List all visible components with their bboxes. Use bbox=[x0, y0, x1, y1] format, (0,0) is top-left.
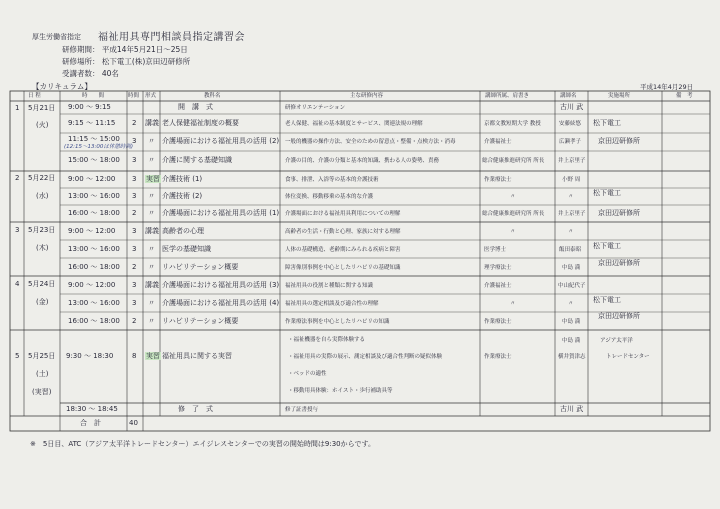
row-form: 講義 bbox=[145, 227, 159, 235]
row-affiliation: 作業療法士 bbox=[484, 319, 512, 325]
col-header-date: 日 程 bbox=[28, 93, 41, 99]
day-extra: (実習) bbox=[32, 388, 52, 396]
day-date: 5月24日 bbox=[28, 280, 56, 288]
row-hours: 3 bbox=[132, 299, 137, 307]
row-form: 実習 bbox=[146, 352, 160, 360]
row-venue: 松下電工 bbox=[593, 189, 621, 197]
col-header-form: 形式 bbox=[145, 93, 157, 99]
row-form: 〃 bbox=[148, 299, 155, 307]
footnote: ※ 5日目、ATC（アジア太平洋トレードセンター）エイジレスセンターでの実習の開始時間は9:30からです。 bbox=[30, 440, 375, 448]
info-place: 研修場所： 松下電工(株)京田辺研修所 bbox=[62, 57, 191, 66]
row-content-item: ・福祉機器を自ら実際体験する bbox=[288, 337, 366, 343]
day-date: 5月25日 bbox=[28, 352, 56, 360]
row-subject: 老人保健福祉制度の概要 bbox=[162, 119, 239, 127]
row-content: 福祉用具の役割と種類に関する知識 bbox=[285, 283, 374, 289]
col-header-hours: 時間 bbox=[128, 93, 140, 99]
row-affiliation: 総合健康推進研究所 所長 bbox=[482, 158, 545, 164]
row-subject: 介護場面における福祉用具の活用 (3) bbox=[162, 281, 280, 289]
row-content: 福祉用具の選定相談及び適合性の理解 bbox=[285, 301, 379, 307]
info-period: 研修期間： 平成14年5月21日～25日 bbox=[62, 45, 188, 54]
row-content: 障害像別事例を中心としたリハビリの基礎知識 bbox=[285, 265, 401, 271]
row-form: 〃 bbox=[148, 137, 155, 145]
row-affiliation: 医学博士 bbox=[484, 247, 507, 253]
col-header-lecturer: 講師名 bbox=[560, 93, 577, 99]
row-venue: 松下電工 bbox=[593, 242, 621, 250]
row-time: 13:00 ～ 16:00 bbox=[68, 245, 120, 253]
row-lecturer: 中山紀代子 bbox=[558, 283, 586, 289]
day-number: 4 bbox=[15, 280, 20, 288]
row-hours: 2 bbox=[132, 263, 137, 271]
row-form: 〃 bbox=[148, 263, 155, 271]
day-number: 2 bbox=[15, 174, 20, 182]
row-hours: 3 bbox=[132, 175, 137, 183]
day-weekday: (火) bbox=[36, 121, 49, 129]
row-lecturer: 中島 満 bbox=[562, 265, 581, 271]
row-affiliation: 〃 bbox=[510, 194, 516, 200]
row-content: 作業療法事例を中心としたリハビリの知識 bbox=[285, 319, 390, 325]
row-content: 高齢者の生活・行動と心理、家族に対する理解 bbox=[285, 229, 401, 235]
day-number: 3 bbox=[15, 226, 20, 234]
row-venue: アジア太平洋 bbox=[600, 338, 633, 344]
row-content-item: ・ベッドの適性 bbox=[288, 371, 327, 377]
row-time: 16:00 ～ 18:00 bbox=[68, 263, 120, 271]
row-hours: 3 bbox=[132, 156, 137, 164]
day-weekday: (木) bbox=[36, 244, 49, 252]
total-label: 合 計 bbox=[80, 419, 101, 427]
org-label: 厚生労働省指定 bbox=[32, 33, 81, 41]
row-hours: 3 bbox=[132, 245, 137, 253]
row-subject: 修 了 式 bbox=[178, 405, 213, 413]
row-lecturer: 中島 満 bbox=[562, 338, 581, 344]
row-time: 9:00 ～ 9:15 bbox=[68, 103, 111, 111]
row-lecturer: 中島 満 bbox=[562, 319, 581, 325]
row-content: 食事、排泄、入浴等の基本的介護技術 bbox=[285, 177, 379, 183]
row-time: 13:00 ～ 16:00 bbox=[68, 299, 120, 307]
row-subject: 介護技術 (1) bbox=[162, 175, 203, 183]
row-time: 9:00 ～ 12:00 bbox=[68, 281, 116, 289]
row-affiliation: 京都文教短期大学 教授 bbox=[484, 121, 541, 127]
row-hours: 2 bbox=[132, 119, 137, 127]
row-time: 16:00 ～ 18:00 bbox=[68, 317, 120, 325]
document-date: 平成14年4月29日 bbox=[640, 83, 694, 91]
row-venue: 京田辺研修所 bbox=[598, 137, 640, 145]
row-lecturer: 飯田泰昭 bbox=[559, 247, 582, 253]
row-affiliation: 介護福祉士 bbox=[484, 283, 512, 289]
row-subject: リハビリテーション概要 bbox=[162, 317, 239, 325]
row-lecturer-2: 横井賀津志 bbox=[558, 354, 586, 360]
row-content: 老人保健、福祉の基本制度とサービス、関連法規の理解 bbox=[285, 121, 423, 127]
col-header-notes: 備 考 bbox=[676, 93, 693, 99]
day-number: 1 bbox=[15, 104, 20, 112]
row-subject: 開 講 式 bbox=[178, 103, 213, 111]
row-hours: 3 bbox=[132, 192, 137, 200]
row-lecturer: 〃 bbox=[568, 301, 574, 307]
row-form: 〃 bbox=[148, 245, 155, 253]
row-subject: リハビリテーション概要 bbox=[162, 263, 239, 271]
row-form: 〃 bbox=[148, 209, 155, 217]
row-content-item: ・福祉用具の実際の展示、測定相談及び適合性判断の疑似体験 bbox=[288, 354, 443, 360]
row-subject: 医学の基礎知識 bbox=[162, 245, 211, 253]
row-venue: 京田辺研修所 bbox=[598, 259, 640, 267]
row-time: 9:15 ～ 11:15 bbox=[68, 119, 116, 127]
row-content: 研修オリエンテーション bbox=[285, 105, 346, 111]
row-time: 13:00 ～ 16:00 bbox=[68, 192, 120, 200]
col-header-venue: 実施場所 bbox=[608, 93, 631, 99]
total-hours: 40 bbox=[129, 419, 138, 427]
row-subject: 高齢者の心理 bbox=[162, 227, 204, 235]
row-time: 16:00 ～ 18:00 bbox=[68, 209, 120, 217]
row-venue-2: トレードセンター bbox=[606, 354, 650, 360]
row-time: 15:00 ～ 18:00 bbox=[68, 156, 120, 164]
row-subject: 介護場面における福祉用具の活用 (1) bbox=[162, 209, 280, 217]
day-weekday: (水) bbox=[36, 192, 49, 200]
row-time: 11:15 ～ 15:00 bbox=[68, 135, 120, 143]
col-header-affiliation: 講師所属、肩書き bbox=[485, 93, 530, 99]
col-header-subject: 教科名 bbox=[204, 93, 221, 99]
row-subject: 介護技術 (2) bbox=[162, 192, 203, 200]
row-venue: 松下電工 bbox=[593, 119, 621, 127]
col-header-time: 時 間 bbox=[82, 93, 105, 99]
row-affiliation: 作業療法士 bbox=[484, 354, 512, 360]
row-venue: 松下電工 bbox=[593, 296, 621, 304]
row-form: 〃 bbox=[148, 156, 155, 164]
row-hours: 8 bbox=[132, 352, 137, 360]
row-affiliation: 総合健康推進研究所 所長 bbox=[482, 211, 545, 217]
row-form: 実習 bbox=[146, 175, 160, 183]
row-subject: 福祉用具に関する実習 bbox=[162, 352, 232, 360]
row-affiliation: 介護福祉士 bbox=[484, 139, 512, 145]
row-lecturer: 古川 武 bbox=[560, 103, 584, 111]
day-number: 5 bbox=[15, 352, 20, 360]
row-subject: 介護に関する基礎知識 bbox=[162, 156, 232, 164]
row-time: 9:00 ～ 12:00 bbox=[68, 227, 116, 235]
row-time: 9:00 ～ 12:00 bbox=[68, 175, 116, 183]
day-weekday: (金) bbox=[36, 298, 49, 306]
row-lecturer: 井上京里子 bbox=[558, 158, 586, 164]
row-form: 〃 bbox=[148, 317, 155, 325]
row-venue: 京田辺研修所 bbox=[598, 209, 640, 217]
row-affiliation: 作業療法士 bbox=[484, 177, 512, 183]
curriculum-label: 【カリキュラム】 bbox=[32, 82, 92, 91]
row-form: 講義 bbox=[145, 281, 159, 289]
row-content: 人体の基礎構造、老齢期にみられる疾病と障害 bbox=[285, 247, 401, 253]
row-hours: 3 bbox=[132, 137, 137, 145]
row-affiliation: 〃 bbox=[510, 229, 516, 235]
row-time: 9:30 ～ 18:30 bbox=[66, 352, 114, 360]
row-form: 講義 bbox=[145, 119, 159, 127]
row-content: 介護場面における福祉用具利用についての理解 bbox=[285, 211, 401, 217]
row-subject: 介護場面における福祉用具の活用 (2) bbox=[162, 137, 280, 145]
row-hours: 3 bbox=[132, 281, 137, 289]
row-hours: 3 bbox=[132, 227, 137, 235]
row-hours: 2 bbox=[132, 209, 137, 217]
row-subject: 介護場面における福祉用具の活用 (4) bbox=[162, 299, 280, 307]
row-content: 体位変換、移動移乗の基本的な介護 bbox=[285, 194, 374, 200]
row-content: 修了証書授与 bbox=[285, 407, 319, 413]
row-venue: 京田辺研修所 bbox=[598, 312, 640, 320]
row-content: 一般的機器の操作方法、安全のための留意点・整備・点検方法・消毒 bbox=[285, 139, 456, 145]
day-date: 5月23日 bbox=[28, 226, 56, 234]
row-content-item: ・移動用具体験：ホイスト・歩行補助具等 bbox=[288, 388, 393, 394]
row-lecturer: 広瀬孝子 bbox=[559, 139, 582, 145]
col-header-content: 主な研修内容 bbox=[350, 93, 384, 99]
row-content: 介護の目的、介護の分類と基本的知識、携わる人の姿勢、責務 bbox=[285, 158, 440, 164]
day-date: 5月21日 bbox=[28, 104, 56, 112]
row-lecturer: 〃 bbox=[568, 194, 574, 200]
row-time: 18:30 ～ 18:45 bbox=[66, 405, 118, 413]
row-lecturer: 古川 武 bbox=[560, 405, 584, 413]
row-hours: 2 bbox=[132, 317, 137, 325]
row-lecturer: 〃 bbox=[568, 229, 574, 235]
row-lecturer: 井上京里子 bbox=[558, 211, 586, 217]
handwritten-note: (12:15～13:00は休憩時間) bbox=[64, 144, 133, 150]
row-affiliation: 〃 bbox=[510, 301, 516, 307]
day-weekday: (土) bbox=[36, 370, 49, 378]
row-lecturer: 安藤絃悠 bbox=[559, 121, 582, 127]
document-title: 福祉用具専門相談員指定講習会 bbox=[98, 32, 245, 43]
day-date: 5月22日 bbox=[28, 174, 56, 182]
info-attendees: 受講者数： 40名 bbox=[62, 69, 119, 78]
row-form: 〃 bbox=[148, 192, 155, 200]
row-affiliation: 理学療法士 bbox=[484, 265, 512, 271]
row-lecturer: 小野 周 bbox=[562, 177, 581, 183]
